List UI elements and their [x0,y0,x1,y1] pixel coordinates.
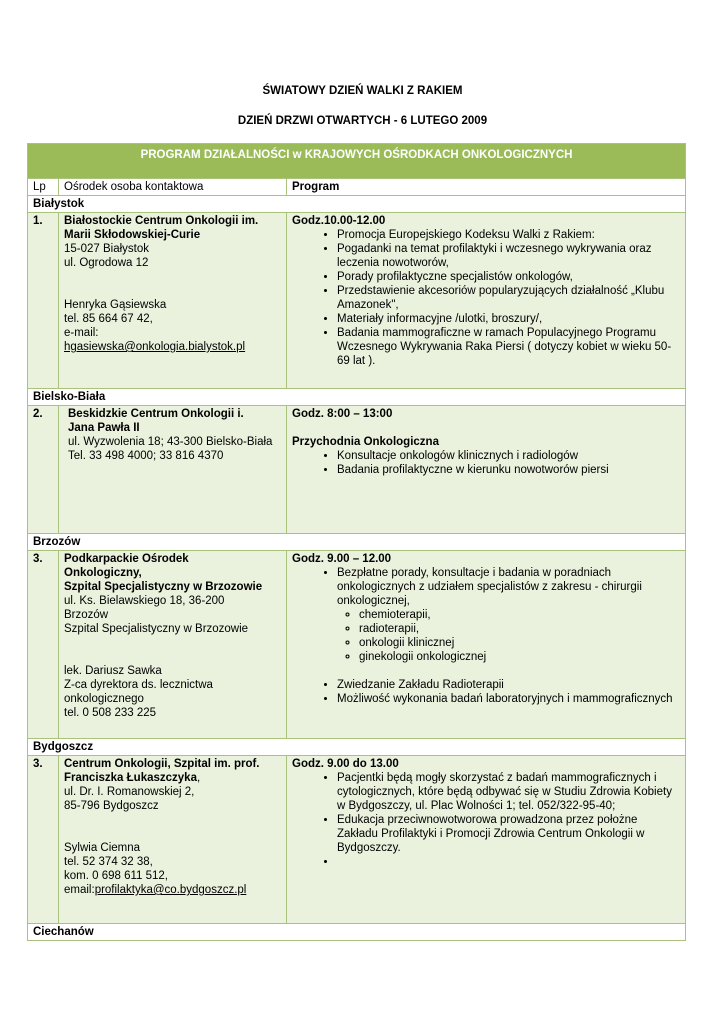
col-center: Ośrodek osoba kontaktowa [59,179,287,196]
address-line: Tel. 33 498 4000; 33 816 4370 [68,450,224,462]
program-time: Godz. 8:00 – 13:00 [292,408,393,420]
contact-line: lek. Dariusz Sawka [64,665,162,677]
program-time: Godz. 9.00 do 13.00 [292,758,399,770]
contact-line: Z-ca dyrektora ds. lecznictwa [64,679,213,691]
contact-line: kom. 0 698 611 512, [64,870,168,882]
list-item [337,566,680,664]
contact-line: tel. 52 374 32 38, [64,856,153,868]
sub-list-item: ◦ ginekologii onkologicznej [359,650,680,664]
list-item: • Badania mammograficzne w ramach Populacyjnego Programu Wczesnego Wykrywania Raka Piersi ( dotyczy kobiet w wieku 50-69 lat ). [337,326,680,368]
list-item: • Pogadanki na temat profilaktyki i wczesnego wykrywania oraz leczenia nowotworów, [337,242,680,270]
center-cell [59,756,287,924]
list-item: • Badania profilaktyczne w kierunku nowotworów piersi [337,463,680,477]
list-item-text: Bezpłatne porady, konsultacje i badania w poradniach onkologicznych z udziałem specjalistów z zakresu - chirurgii onkologicznej, [337,567,642,607]
city-row: Bielsko-Biała [28,389,686,406]
list-item: • Materiały informacyjne /ulotki, broszury/, [337,312,680,326]
table-row [28,551,686,739]
program-list [292,228,680,368]
program-cell [287,756,686,924]
address-line: Szpital Specjalistyczny w Brzozowie [64,623,249,635]
address-line: ul. Ks. Bielawskiego 18, 36-200 [64,595,225,607]
center-name-line: Beskidzkie Centrum Onkologii i. [68,408,244,420]
address-line: ul. Wyzwolenia 18; 43-300 Bielsko-Biała [68,436,273,448]
list-item [337,855,680,869]
center-cell [59,551,287,739]
row-number: 3. [28,756,59,924]
city-row: Białystok [28,196,686,213]
center-name-line: Podkarpackie Ośrodek [64,553,189,565]
email-prefix: email: [64,884,95,896]
list-item: • Konsultacje onkologów klinicznych i radiologów [337,449,680,463]
program-list [292,771,680,869]
program-list [292,566,680,664]
list-item: • Porady profilaktyczne specjalistów onkologów, [337,270,680,284]
address-line: 15-027 Białystok [64,243,150,255]
email-line [64,883,281,897]
program-subtitle: Przychodnia Onkologiczna [292,436,439,448]
list-item: • Zwiedzanie Zakładu Radioterapii [337,678,680,692]
center-name-part: Franciszka Łukaszczyka [64,772,197,784]
address-line: 85-796 Bydgoszcz [64,800,159,812]
address-line: ul. Dr. I. Romanowskiej 2, [64,786,195,798]
col-program: Program [287,179,686,196]
sub-list-item: ◦ chemioterapii, [359,608,680,622]
program-time: Godz.10.00-12.00 [292,215,386,227]
list-item: • Edukacja przeciwnowotworowa prowadzona przez położne Zakładu Profilaktyki i Promocji Zdrowia Centrum Onkologii w Bydgoszczy. [337,813,680,855]
center-name-line: Onkologiczny, [64,567,142,579]
table-row [28,406,686,534]
center-cell [59,213,287,389]
center-name-line: Centrum Onkologii, Szpital im. prof. [64,758,260,770]
contact-line: e-mail: [64,327,99,339]
program-cell [287,406,686,534]
city-row: Ciechanów [28,924,686,941]
row-number: 1. [28,213,59,389]
list-item: • Promocja Europejskiego Kodeksu Walki z Rakiem: [337,228,680,242]
contact-line: Sylwia Ciemna [64,842,141,854]
contact-line: Henryka Gąsiewska [64,299,167,311]
program-list [292,678,680,706]
program-cell [287,551,686,739]
list-item: • Pacjentki będą mogły skorzystać z badań mammograficznych i cytologicznych, które będą odbywać się w Studiu Zdrowia Kobiety w Bydgoszczy, ul. Plac Wolności 1; tel. 052/322-95-40; [337,771,680,813]
center-name-line [64,771,281,785]
city-row: Brzozów [28,534,686,551]
address-line: ul. Ogrodowa 12 [64,257,149,269]
table-row [28,213,686,389]
program-time: Godz. 9.00 – 12.00 [292,553,392,565]
col-lp: Lp [28,179,59,196]
list-item: • Przedstawienie akcesoriów popularyzujących działalność „Klubu Amazonek", [337,284,680,312]
table-row [28,756,686,924]
sub-list [337,608,680,664]
row-number: 2. [28,406,59,534]
email-link[interactable]: hgasiewska@onkologia.bialystok.pl [64,341,246,353]
program-cell [287,213,686,389]
city-row: Bydgoszcz [28,739,686,756]
center-cell [59,406,287,534]
center-name-line: Jana Pawła II [68,422,140,434]
contact-line: tel. 85 664 67 42, [64,313,153,325]
center-name-line: Białostockie Centrum Onkologii im. [64,215,259,227]
row-number: 3. [28,551,59,739]
sub-list-item: ◦ onkologii klinicznej [359,636,680,650]
contact-line: onkologicznego [64,693,144,705]
contact-line: tel. 0 508 233 225 [64,707,157,719]
list-item: • Możliwość wykonania badań laboratoryjnych i mammograficznych [337,692,680,706]
center-name-tail: , [196,772,201,784]
center-name-line: Marii Skłodowskiej-Curie [64,229,201,241]
document-title: ŚWIATOWY DZIEŃ WALKI Z RAKIEM [262,85,463,97]
address-line: Brzozów [64,609,109,621]
center-name-line: Szpital Specjalistyczny w Brzozowie [64,581,263,593]
sub-list-item: ◦ radioterapii, [359,622,680,636]
program-table [27,143,686,941]
document-subtitle: DZIEŃ DRZWI OTWARTYCH - 6 LUTEGO 2009 [237,115,488,127]
program-list [292,449,680,477]
email-link[interactable]: profilaktyka@co.bydgoszcz.pl [94,884,247,896]
table-header: PROGRAM DZIAŁALNOŚCI w KRAJOWYCH OŚRODKACH ONKOLOGICZNYCH [28,144,686,179]
